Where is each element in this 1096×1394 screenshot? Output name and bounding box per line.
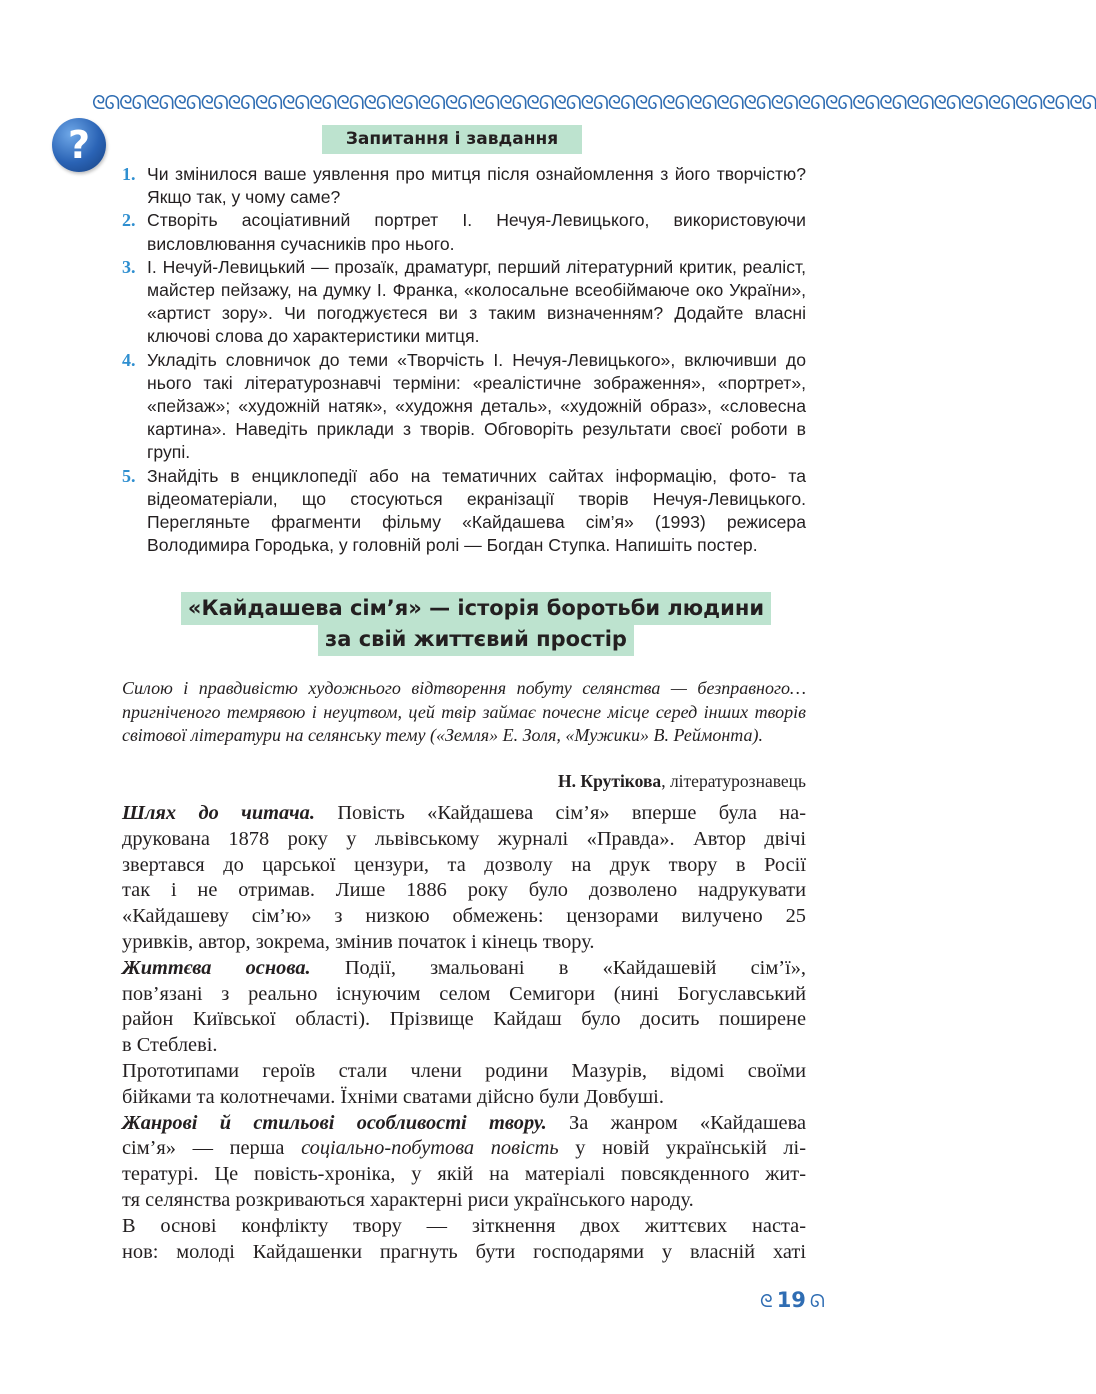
question-number: 3. [122, 256, 136, 277]
epigraph-quote: Силою і правдивістю художнього відтворення побуту селянства — безправного… пригніченого темрявою і неуцтвом, цей твір займає почесне місце серед інших творів світової літератури на селянську тему («Земля» Е. Золя, «Мужики» В. Реймонта). [122, 678, 806, 745]
text-line: Прототипами героїв стали члени родини Мазурів, відомі своїми [122, 1059, 806, 1082]
question-item [122, 209, 806, 255]
question-text: Знайдіть в енциклопедії або на тематичних сайтах інформацію, фото- та відеоматеріали, що стосуються екранізації творів Нечуя-Левицького. Перегляньте фрагменти фільму «Кайдашева сім’я» (1993) режисера Володимира Городька, у головній ролі — Богдан Ступка. Напишіть постер. [147, 465, 806, 556]
text-line: Життєва основа. Події, змальовані в «Кайдашевій сім’ї», [122, 956, 806, 979]
epigraph-author [122, 771, 806, 792]
text-line: район Київської області). Прізвище Кайдаш було досить поширене [122, 1008, 806, 1031]
question-text: Укладіть словничок до теми «Творчість І. Нечуя-Левицького», включивши до нього такі літературознавчі терміни: «реалістичне зображення», «портрет», «пейзаж»; «художній натяк», «художня деталь», «художній образ», «словесна картина». Наведіть приклади з творів. Обговоріть результати своєї роботи в групі. [147, 349, 806, 463]
text-line: так і не отримав. Лише 1886 року було дозволено надрукувати [122, 879, 806, 902]
question-item [122, 256, 806, 349]
text-line: друкована 1878 року у львівському журналі «Правда». Автор двічі [122, 827, 806, 850]
text-line: «Кайдашеву сім’ю» з низкою обмежень: цензорами вилучено 25 [122, 905, 806, 928]
question-mark-icon: ? [52, 118, 106, 172]
question-number: 2. [122, 210, 136, 231]
genre-term: соціально-побутова повість [301, 1137, 559, 1160]
author-role: , літературознавець [661, 771, 806, 791]
text-line: тя селянства розкриваються характерні риси українського народу. [122, 1188, 694, 1211]
text-line: Шлях до читача. Повість «Кайдашева сім’я» вперше була на- [122, 802, 806, 824]
text-line: нов: молоді Кайдашенки прагнуть бути господарями у власній хаті [122, 1240, 806, 1263]
paragraph-lead: Жанрові й стильові особливості твору. [122, 1111, 547, 1134]
question-text: Чи змінилося ваше уявлення про митця після ознайомлення з його творчістю? Якщо так, у чому саме? [147, 164, 806, 208]
text-line: Жанрові й стильові особливості твору. За жанром «Кайдашева [122, 1111, 806, 1134]
text-line: тературі. Це повість-хроніка, у якій на матеріалі повсякденного жит- [122, 1163, 806, 1186]
main-text [122, 801, 806, 1265]
text-line: пов’язані з реально існуючим селом Семигори (нині Богуславський [122, 982, 806, 1005]
question-number: 5. [122, 465, 136, 486]
paragraph-lead: Життєва основа. [122, 956, 311, 979]
text-line: сім’я» — перша соціально-побутова повість у новій українській лі- [122, 1137, 806, 1160]
section-title-line-2: за свій життєвий простір [0, 623, 952, 656]
ornament-right-icon: ᘏ [809, 1291, 825, 1312]
paragraph-lead: Шлях до читача. [122, 802, 315, 824]
ornament-left-icon: ᘓ [760, 1291, 773, 1312]
text-line: бійками та колотнечами. Їхніми сватами дійсно були Довбуші. [122, 1085, 664, 1108]
text-line: в Стеблеві. [122, 1034, 218, 1057]
author-name: Н. Крутікова [558, 771, 662, 791]
question-number: 4. [122, 349, 136, 370]
text-line: уривків, автор, зокрема, змінив початок і кінець твору. [122, 930, 595, 953]
question-item [122, 163, 806, 209]
question-text: І. Нечуй-Левицький — прозаїк, драматург, перший літературний критик, реаліст, майстер пейзажу, на думку І. Франка, «колосальне всеобіймаюче око України», «артист зору». Чи погоджуєтеся ви з таким визначенням? Додайте власні ключові слова до характеристики митця. [147, 256, 806, 347]
question-item [122, 465, 806, 558]
section-title-line-1: «Кайдашева сім’я» — історія боротьби людини [0, 592, 952, 625]
text-line: звертався до царської цензури, та дозволу на друк твору в Росії [122, 853, 806, 876]
question-item [122, 349, 806, 465]
questions-list [122, 163, 806, 557]
decorative-ornament-border: ᘓᘏᘓᘏᘓᘏᘓᘏᘓᘏᘓᘏᘓᘏᘓᘏᘓᘏᘓᘏᘓᘏᘓᘏᘓᘏᘓᘏᘓᘏᘓᘏᘓᘏᘓᘏᘓᘏᘓᘏᘓᘏᘓᘏᘓᘏᘓᘏᘓᘏᘓᘏᘓᘏᘓᘏᘓᘏᘓᘏᘓᘏᘓᘏᘓᘏᘓᘏᘓᘏᘓᘏᘓᘏ [92, 92, 1096, 114]
page-number [760, 1286, 870, 1314]
page-number-value: 19 [776, 1288, 806, 1312]
text-line: В основі конфлікту твору — зіткнення двох життєвих наста- [122, 1214, 806, 1237]
question-number: 1. [122, 164, 136, 184]
questions-heading: Запитання і завдання [322, 125, 582, 154]
question-text: Створіть асоціативний портрет І. Нечуя-Левицького, використовуючи висловлювання сучасників про нього. [147, 210, 806, 254]
